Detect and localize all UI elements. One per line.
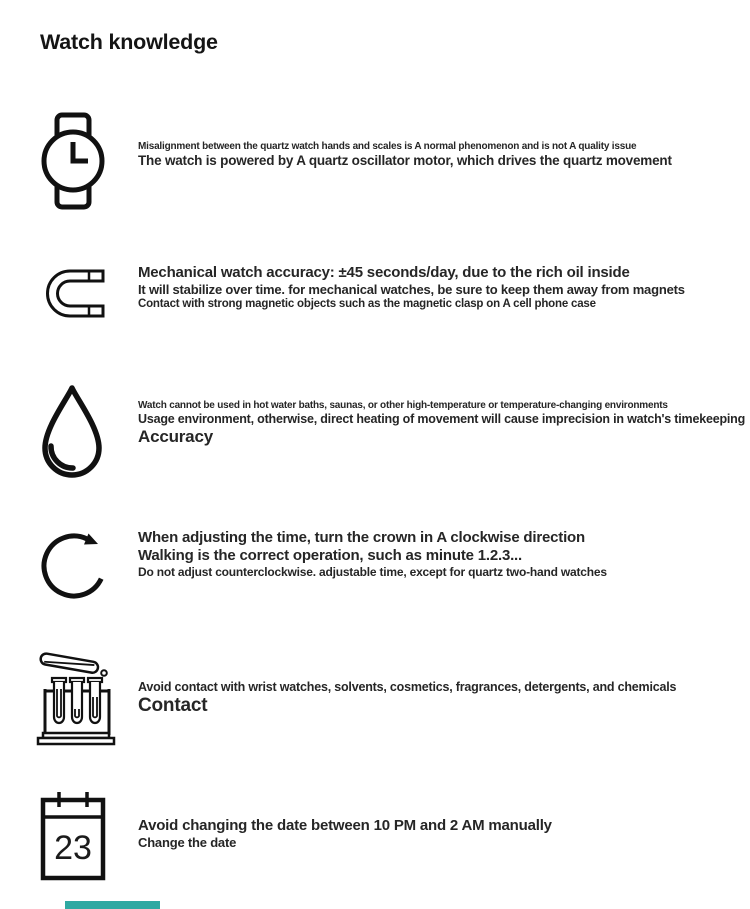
calendar-icon — [40, 790, 106, 882]
section-date-line-1: Avoid changing the date between 10 PM and 2 AM manually — [138, 817, 552, 834]
test-tubes-icon — [35, 645, 117, 749]
section-quartz-line-1: Misalignment between the quartz watch hands and scales is A normal phenomenon and is not A quality issue — [138, 141, 637, 152]
section-adjust-line-2: Walking is the correct operation, such as minute 1.2.3... — [138, 547, 522, 564]
wristwatch-icon — [40, 112, 106, 210]
calendar-day-number: 23 — [54, 829, 92, 867]
section-date-line-2: Change the date — [138, 835, 237, 850]
section-chemicals-line-1: Avoid contact with wrist watches, solvents, cosmetics, fragrances, detergents, and chemicals — [138, 680, 677, 694]
clockwise-arrow-icon — [40, 518, 112, 610]
section-temperature-line-2: Usage environment, otherwise, direct heating of movement will cause imprecision in watch's timekeeping — [138, 412, 746, 426]
magnet-icon — [40, 266, 106, 322]
section-magnet-line-2: It will stabilize over time. for mechanical watches, be sure to keep them away from magnets — [138, 282, 685, 297]
section-magnet-line-3: Contact with strong magnetic objects such as the magnetic clasp on A cell phone case — [138, 297, 596, 310]
water-drop-icon — [38, 383, 106, 481]
section-chemicals-heading: Contact — [138, 695, 208, 716]
section-magnet-line-1: Mechanical watch accuracy: ±45 seconds/day, due to the rich oil inside — [138, 264, 630, 281]
section-adjust-line-3: Do not adjust counterclockwise. adjustable time, except for quartz two-hand watches — [138, 565, 607, 579]
section-temperature-line-1: Watch cannot be used in hot water baths, saunas, or other high-temperature or temperature-changing environments — [138, 400, 668, 411]
section-adjust-line-1: When adjusting the time, turn the crown in A clockwise direction — [138, 529, 585, 546]
accent-bar — [65, 901, 160, 909]
page-title: Watch knowledge — [40, 30, 218, 54]
section-quartz-line-2: The watch is powered by A quartz oscillator motor, which drives the quartz movement — [138, 153, 672, 168]
section-temperature-heading: Accuracy — [138, 427, 213, 446]
